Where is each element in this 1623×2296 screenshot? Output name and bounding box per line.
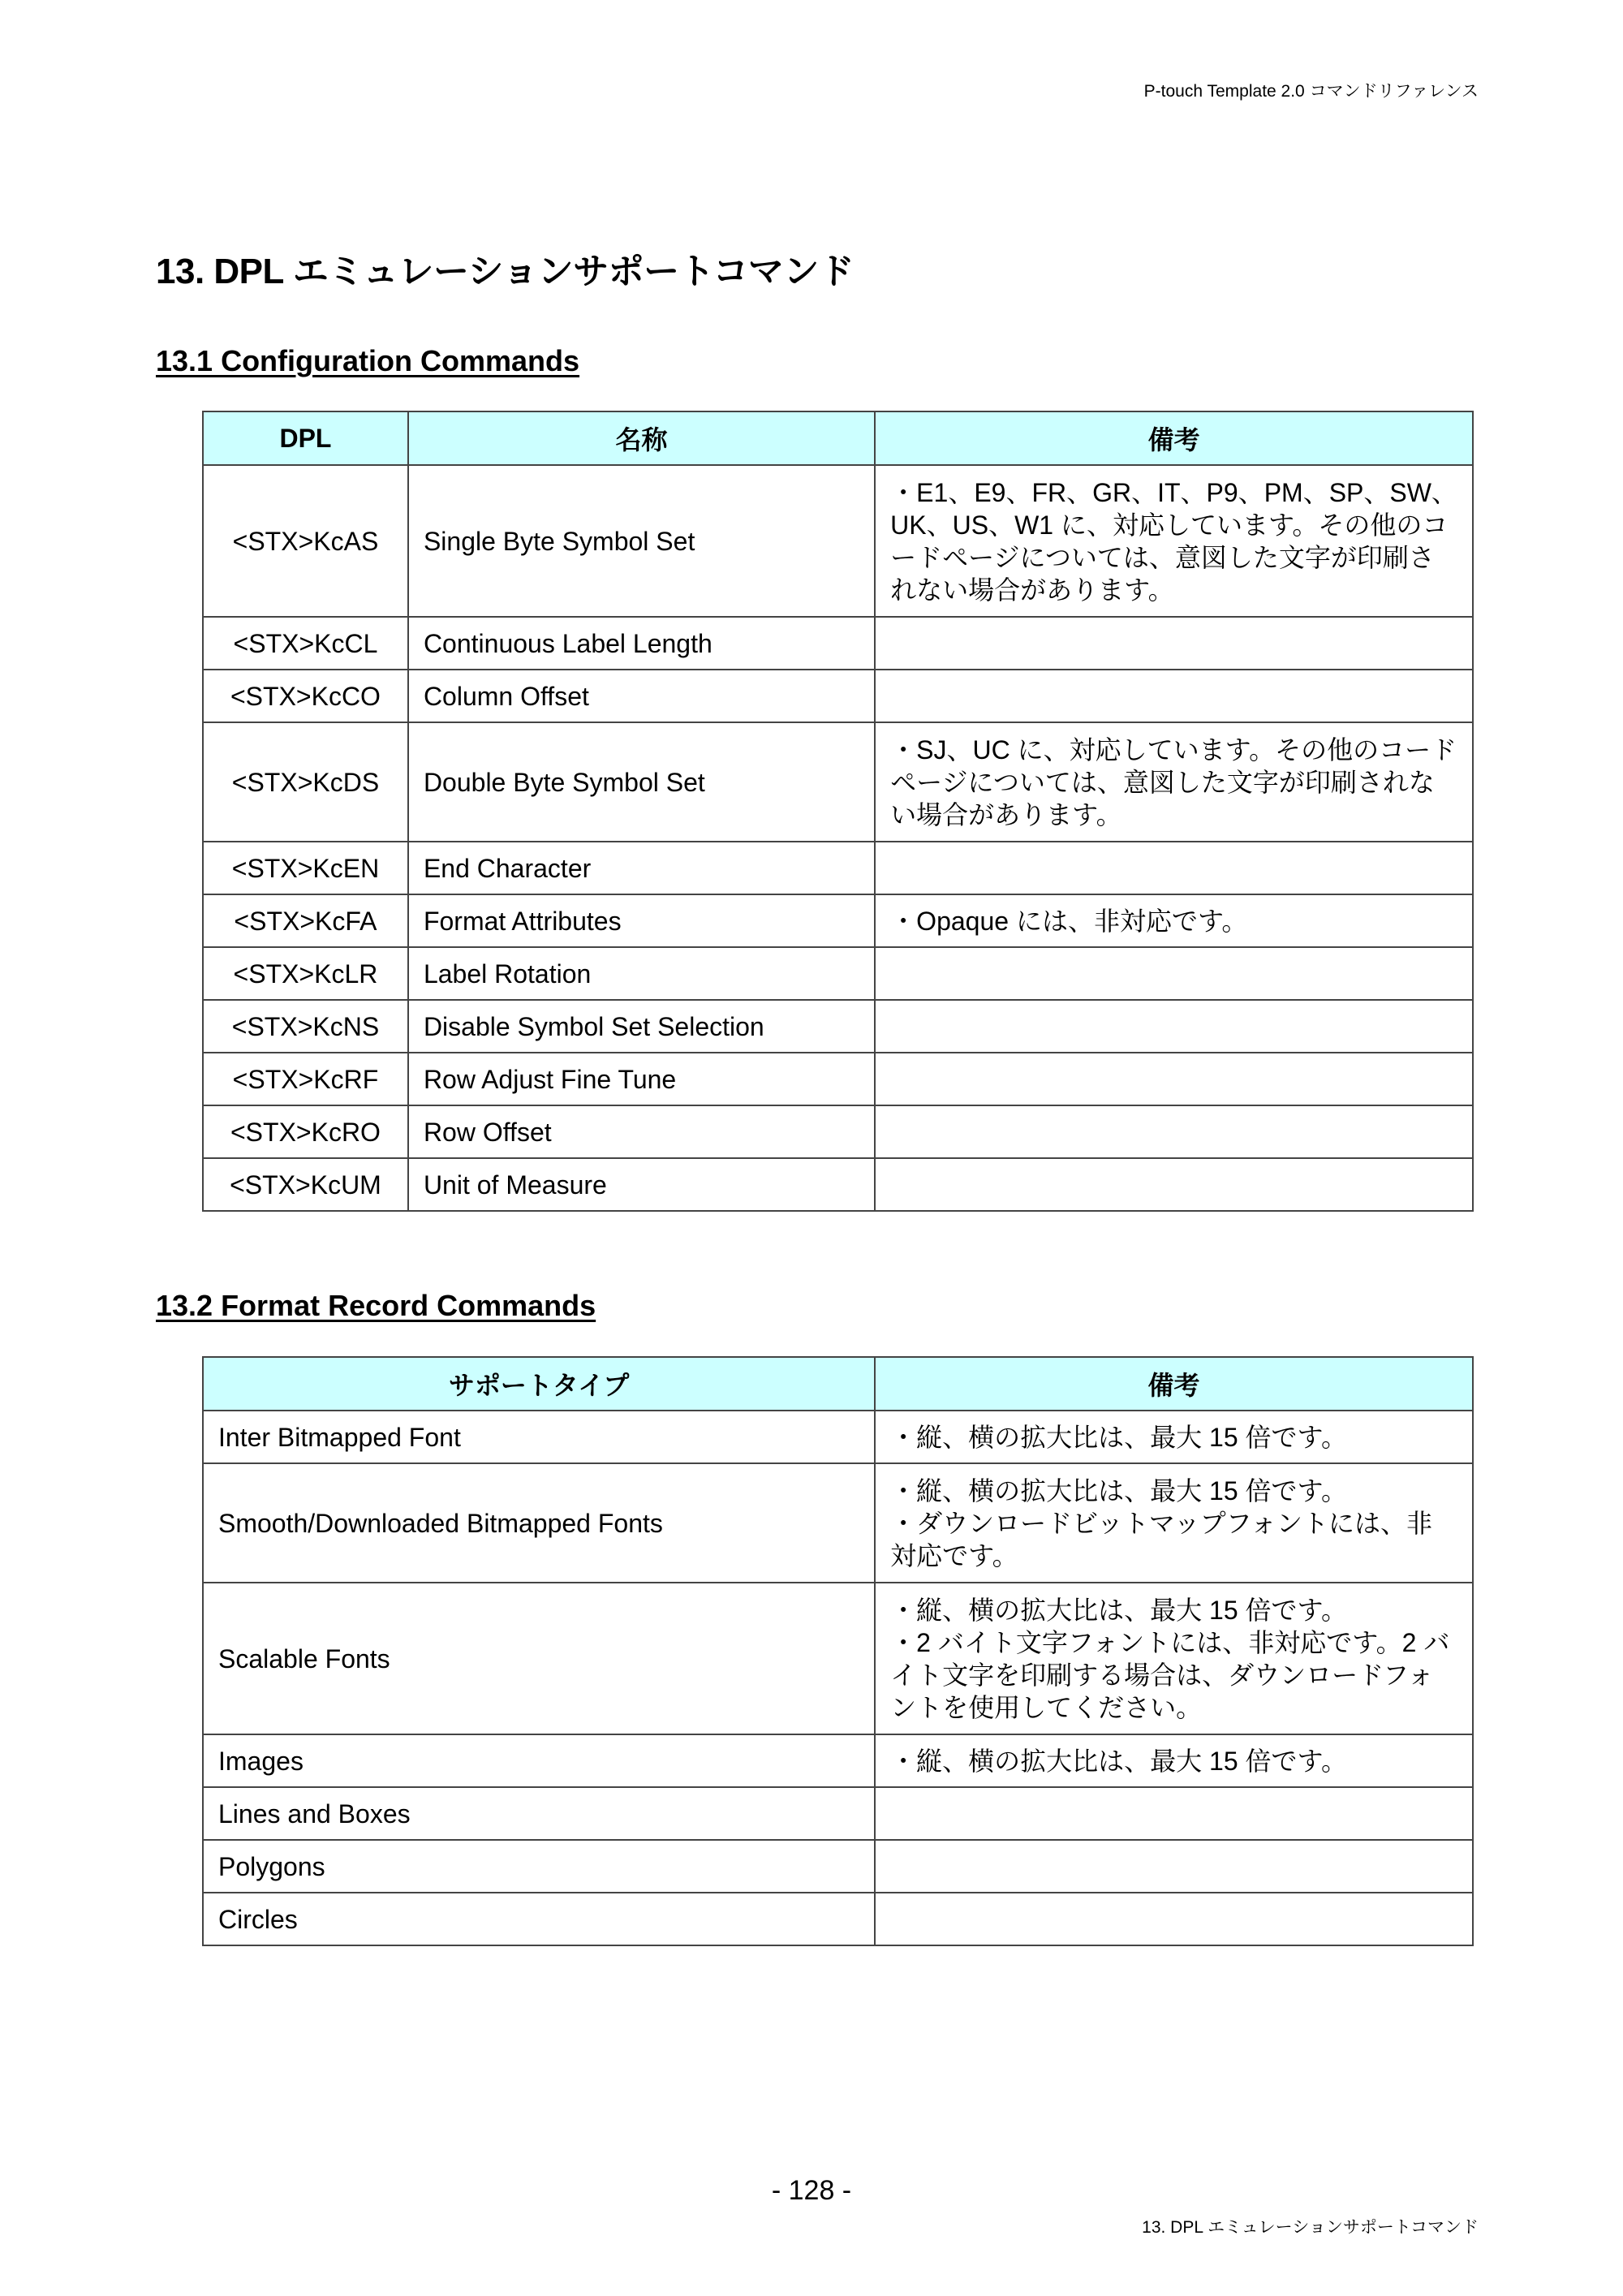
- table-row: [203, 670, 1473, 722]
- table-row: [203, 1411, 1473, 1463]
- dpl-command: <STX>KcCO: [203, 670, 408, 722]
- table-row: [203, 1463, 1473, 1583]
- support-note: ・縦、横の拡大比は、最大 15 倍です。 ・2 バイト文字フォントには、非対応です。2 バイト文字を印刷する場合は、ダウンロードフォントを使用してください。: [875, 1583, 1473, 1734]
- command-note: ・Opaque には、非対応です。: [875, 894, 1473, 947]
- table-header-row: [203, 411, 1473, 465]
- command-note: [875, 670, 1473, 722]
- support-note: [875, 1787, 1473, 1840]
- command-note: [875, 1053, 1473, 1105]
- command-note: [875, 1158, 1473, 1211]
- table-row: [203, 1053, 1473, 1105]
- support-type: Smooth/Downloaded Bitmapped Fonts: [203, 1463, 875, 1583]
- chapter-title: 13. DPL エミュレーションサポートコマンド: [156, 252, 855, 291]
- table-row: [203, 1734, 1473, 1787]
- support-note: [875, 1840, 1473, 1893]
- command-note: [875, 1105, 1473, 1158]
- table-row: [203, 617, 1473, 670]
- section-title-format-record: 13.2 Format Record Commands: [156, 1289, 596, 1322]
- command-name: Double Byte Symbol Set: [408, 722, 875, 842]
- command-name: Continuous Label Length: [408, 617, 875, 670]
- running-header: P-touch Template 2.0 コマンドリファレンス: [1143, 82, 1479, 101]
- command-name: Single Byte Symbol Set: [408, 465, 875, 617]
- command-note: ・E1、E9、FR、GR、IT、P9、PM、SP、SW、UK、US、W1 に、対応しています。その他のコードページについては、意図した文字が印刷されない場合があります。: [875, 465, 1473, 617]
- page-number: - 128 -: [771, 2175, 852, 2206]
- column-header-note: 備考: [875, 1357, 1473, 1411]
- command-name: Format Attributes: [408, 894, 875, 947]
- support-type: Inter Bitmapped Font: [203, 1411, 875, 1463]
- command-name: Column Offset: [408, 670, 875, 722]
- dpl-command: <STX>KcDS: [203, 722, 408, 842]
- dpl-command: <STX>KcRO: [203, 1105, 408, 1158]
- dpl-command: <STX>KcAS: [203, 465, 408, 617]
- dpl-command: <STX>KcRF: [203, 1053, 408, 1105]
- section-title-configuration: 13.1 Configuration Commands: [156, 344, 580, 377]
- table-row: [203, 1105, 1473, 1158]
- support-note: ・縦、横の拡大比は、最大 15 倍です。 ・ダウンロードビットマップフォントには、非対応です。: [875, 1463, 1473, 1583]
- command-note: ・SJ、UC に、対応しています。その他のコードページについては、意図した文字が印刷されない場合があります。: [875, 722, 1473, 842]
- table-row: [203, 1787, 1473, 1840]
- command-name: Row Adjust Fine Tune: [408, 1053, 875, 1105]
- command-note: [875, 947, 1473, 1000]
- command-name: Row Offset: [408, 1105, 875, 1158]
- dpl-command: <STX>KcNS: [203, 1000, 408, 1053]
- command-name: Label Rotation: [408, 947, 875, 1000]
- support-type: Scalable Fonts: [203, 1583, 875, 1734]
- support-type: Circles: [203, 1893, 875, 1945]
- format-record-commands-table: [202, 1356, 1474, 1946]
- table-row: [203, 1000, 1473, 1053]
- table-row: [203, 722, 1473, 842]
- command-name: Unit of Measure: [408, 1158, 875, 1211]
- dpl-command: <STX>KcUM: [203, 1158, 408, 1211]
- dpl-command: <STX>KcEN: [203, 842, 408, 894]
- column-header-name: 名称: [408, 411, 875, 465]
- column-header-dpl: DPL: [203, 411, 408, 465]
- support-type: Lines and Boxes: [203, 1787, 875, 1840]
- support-note: [875, 1893, 1473, 1945]
- command-name: Disable Symbol Set Selection: [408, 1000, 875, 1053]
- table-row: [203, 465, 1473, 617]
- command-note: [875, 1000, 1473, 1053]
- support-type: Polygons: [203, 1840, 875, 1893]
- table-row: [203, 1893, 1473, 1945]
- support-type: Images: [203, 1734, 875, 1787]
- command-note: [875, 842, 1473, 894]
- table-row: [203, 1840, 1473, 1893]
- table-row: [203, 1583, 1473, 1734]
- table-row: [203, 842, 1473, 894]
- running-footer: 13. DPL エミュレーションサポートコマンド: [1142, 2218, 1479, 2237]
- column-header-support-type: サポートタイプ: [203, 1357, 875, 1411]
- command-note: [875, 617, 1473, 670]
- dpl-command: <STX>KcLR: [203, 947, 408, 1000]
- column-header-note: 備考: [875, 411, 1473, 465]
- table-row: [203, 947, 1473, 1000]
- support-note: ・縦、横の拡大比は、最大 15 倍です。: [875, 1411, 1473, 1463]
- dpl-command: <STX>KcFA: [203, 894, 408, 947]
- configuration-commands-table: [202, 411, 1474, 1212]
- table-row: [203, 894, 1473, 947]
- support-note: ・縦、横の拡大比は、最大 15 倍です。: [875, 1734, 1473, 1787]
- table-row: [203, 1158, 1473, 1211]
- command-name: End Character: [408, 842, 875, 894]
- dpl-command: <STX>KcCL: [203, 617, 408, 670]
- table-header-row: [203, 1357, 1473, 1411]
